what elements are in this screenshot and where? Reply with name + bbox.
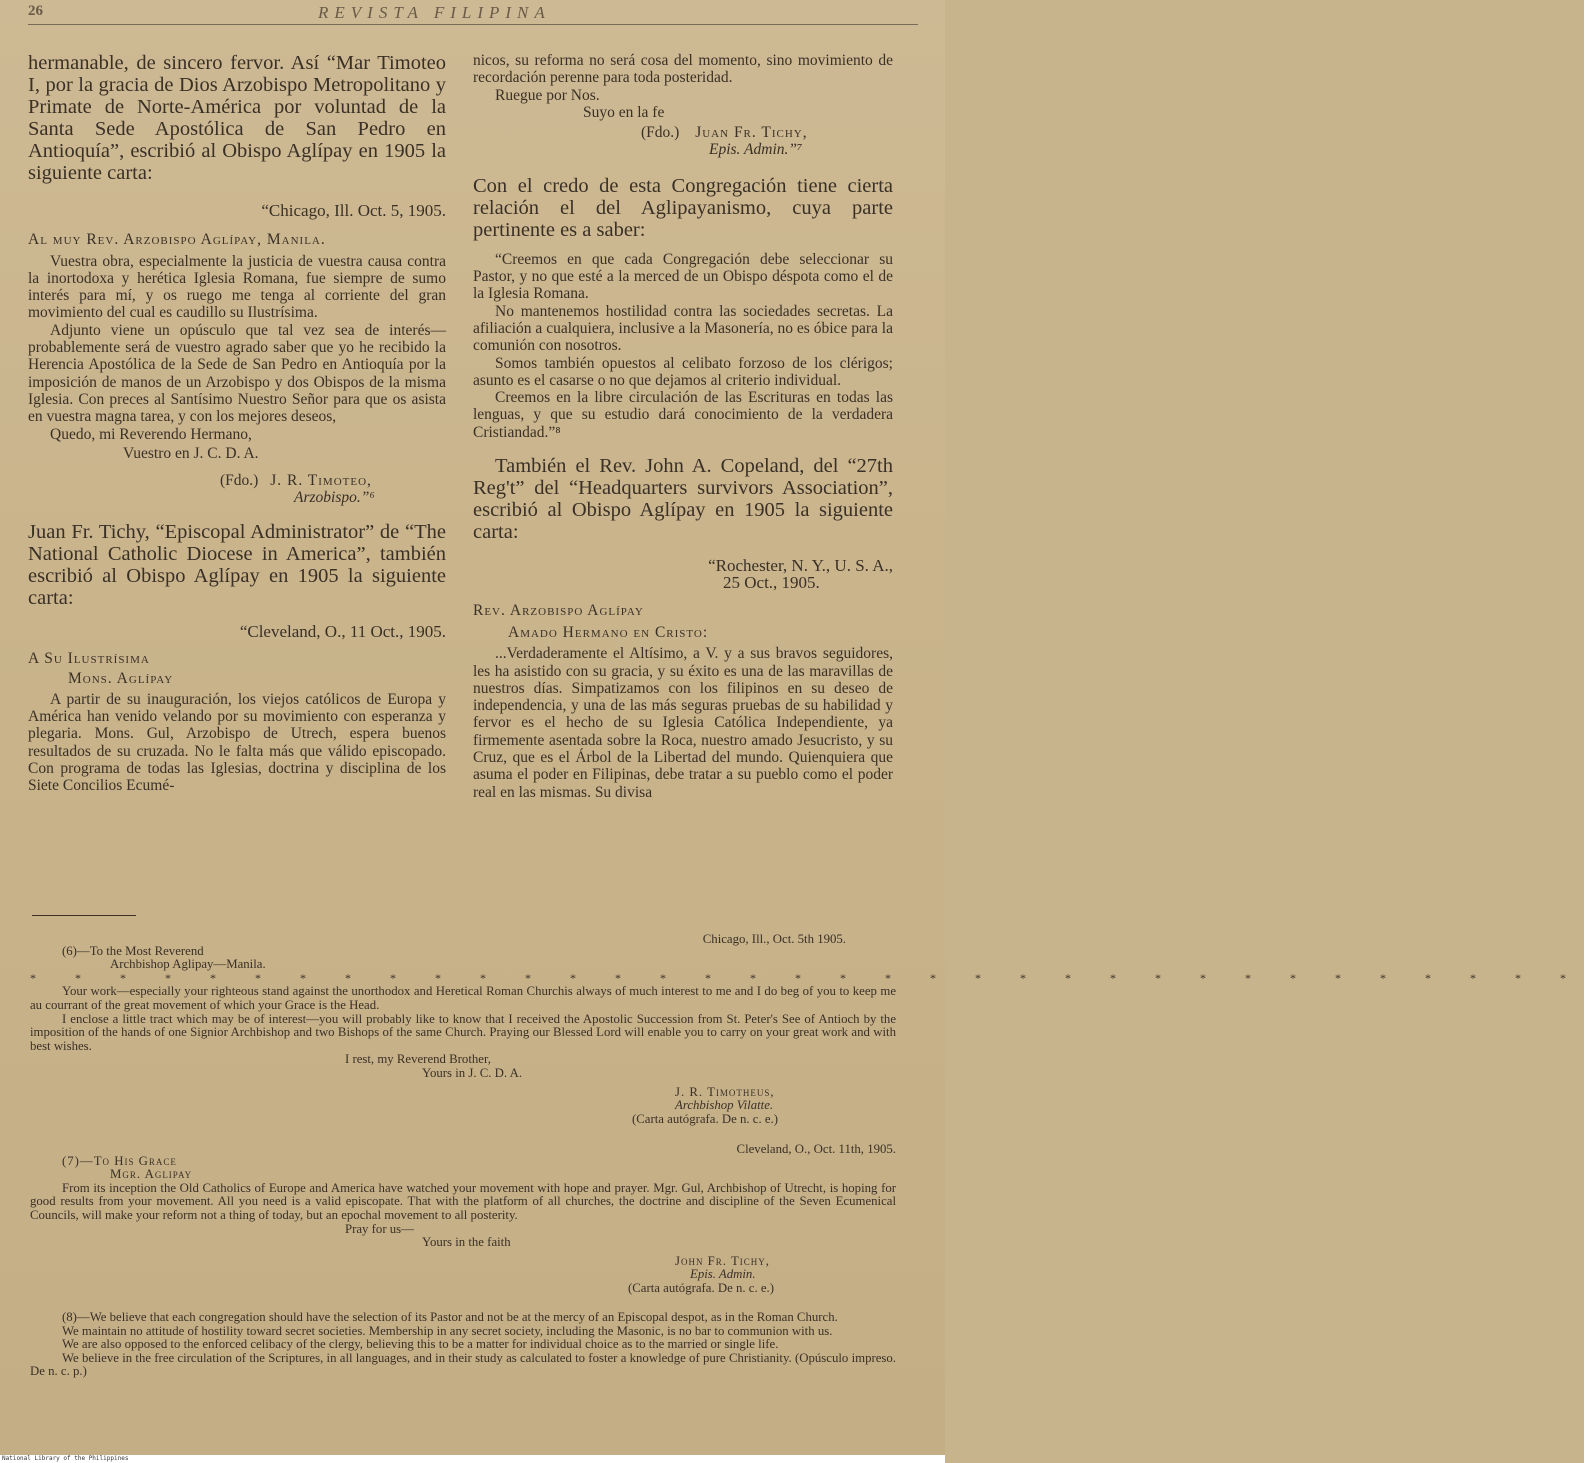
footnote-paragraph: From its inception the Old Catholics of Europe and America have watched your movement with hope and prayer. Mgr. Gul, Archbishop of Utrecht, is hoping for good results from your movement. All you need is a valid episcopate. That with the platform of all churches, the doctrine and discipline of the Seven Ecumenical Councils, will make your reform not a thing of today, but an epochal movement to all posterity.: [30, 1180, 896, 1222]
signature-name: J. R. Timoteo,: [270, 472, 372, 490]
footnote-address: Mgr. Aglipay: [110, 1167, 193, 1182]
footnote-closing: Yours in J. C. D. A.: [422, 1065, 523, 1080]
credo-paragraph: Creemos en la libre circulación de las Escrituras en todas las lenguas, y que su estudio dará conocimiento de la verdadera Cristiandad.”⁸: [473, 389, 893, 441]
letter1-paragraph: Adjunto viene un opúsculo que tal vez sea de interés—probablemente será de vuestro agrado saber que yo he recibido la Herencia Apostólica de la Sede de San Pedro en Antioquía por la imposición de manos de un Arzobispo y dos Obispos de la misma Iglesia. Con preces al Santísimo Nuestro Señor para que os asista en vuestra magna tarea, y con los mejores deseos,: [28, 321, 446, 426]
letter2-salutation: Mons. Aglípay: [68, 670, 174, 688]
footnote-paragraph: (8)—We believe that each congregation should have the selection of its Pastor and not be at the mercy of an Episcopal despot, as in the Roman Church.: [62, 1310, 838, 1324]
library-credit: National Library of the Philippines: [2, 1455, 129, 1462]
footnote-rule: [32, 915, 136, 916]
footnote-paragraph: We believe in the free circulation of the Scriptures, in all languages, and in their study as calculated to foster a knowledge of pure Christianity. (Opúsculo impreso. De n. c. p.): [30, 1350, 896, 1379]
page-number: 26: [28, 3, 43, 19]
footnote-closing: Yours in the faith: [422, 1235, 511, 1250]
footnote-signature: John Fr. Tichy,: [675, 1253, 770, 1268]
letter2-paragraph: A partir de su inauguración, los viejos católicos de Europa y América han venido velando por su movimiento con esperanza y plegaria. Mons. Gul, Arzobispo de Utrech, espera buenos resultados de su cruzada. No le falta más que válido episcopado. Con programa de todas las Iglesias, doctrina y disciplina de los Siete Concilios Ecumé-: [28, 690, 446, 795]
footer-bar: [0, 1455, 945, 1463]
signature-title: Epis. Admin.”⁷: [709, 141, 803, 159]
left-column: [28, 52, 446, 794]
right-column: [473, 52, 893, 801]
letter3-salutation: Rev. Arzobispo Aglípay: [473, 601, 644, 619]
running-title: REVISTA FILIPINA: [318, 3, 551, 22]
signature-name: Juan Fr. Tichy,: [695, 124, 808, 142]
letter1-closing: Vuestro en J. C. D. A.: [123, 444, 259, 462]
letter2-continuation: nicos, su reforma no será cosa del momento, sino movimiento de recordación perenne para toda posteridad.: [473, 52, 893, 87]
letter1-salutation: Al muy Rev. Arzobispo Aglípay, Manila.: [28, 231, 326, 249]
footnote-address: (7)—To His Grace: [62, 1153, 177, 1168]
footnote-source: (Carta autógrafa. De n. c. e.): [632, 1111, 779, 1126]
intro-paragraph: Juan Fr. Tichy, “Episcopal Administrator” de “The National Catholic Diocese in America”, también escribió al Obispo Aglípay en 1905 la siguiente carta:: [28, 520, 446, 609]
intro-paragraph: Con el credo de esta Congregación tiene cierta relación el del Aglipayanismo, cuya parte pertinente es a saber:: [473, 174, 893, 241]
signature-prefix: (Fdo.): [220, 472, 259, 490]
footnote-closing: I rest, my Reverend Brother,: [345, 1052, 491, 1067]
intro-paragraph: También el Rev. John A. Copeland, del “27th Reg't” del “Headquarters survivors Association”, escribió al Obispo Aglípay en 1905 la siguiente carta:: [473, 455, 893, 544]
letter1-paragraph: Vuestra obra, especialmente la justicia de vuestra causa contra la inortodoxa y herética Iglesia Romana, fue siempre de sumo interés para mí, y os ruego me tenga al corriente del gran movimiento del cual es caudillo su Ilustrísima.: [28, 252, 446, 322]
letter1-date: “Chicago, Ill. Oct. 5, 1905.: [261, 201, 446, 220]
letter3-salutation: Amado Hermano en Cristo:: [508, 623, 709, 641]
footnote-7: [30, 1143, 896, 1296]
header-rule: [28, 24, 918, 25]
letter2-date: “Cleveland, O., 11 Oct., 1905.: [239, 621, 446, 641]
footnote-signature: J. R. Timotheus,: [675, 1084, 775, 1099]
footnote-closing: Pray for us—: [345, 1221, 414, 1236]
signature-title: Arzobispo.”⁶: [294, 489, 375, 507]
credo-paragraph: No mantenemos hostilidad contra las sociedades secretas. La afiliación a cualquiera, inclusive a la Masonería, no es óbice para la comunión con nosotros.: [473, 302, 893, 355]
letter3-date: 25 Oct., 1905.: [723, 573, 820, 593]
letter2-signature: [473, 124, 893, 141]
page-header: [28, 3, 918, 25]
footnote-source: (Carta autógrafa. De n. c. e.): [628, 1280, 775, 1295]
footnote-8: [30, 1311, 896, 1379]
footnote-6: [30, 932, 1584, 1126]
footnote-date: Chicago, Ill., Oct. 5th 1905.: [702, 932, 846, 946]
footnote-paragraph: We maintain no attitude of hostility toward secret societies. Membership in any secret society, including the Masonic, is no bar to communion with us.: [62, 1323, 833, 1338]
footnote-paragraph: We are also opposed to the enforced celibacy of the clergy, believing this to be a matter for individual choice as to the married or single life.: [62, 1337, 779, 1352]
letter3-paragraph: ...Verdaderamente el Altísimo, a V. y a sus bravos seguidores, les ha asistido con su gracia, y su éxito es una de las maravillas de nuestros días. Simpatizamos con los filipinos en su deseo de independencia, y una de las más seguras pruebas de su habilidad y fervor es el hecho de su Iglesia Católica Independiente, ya firmemente asentada sobre la Roca, nuestro amado Jesucristo, y su Cruz, que es el Árbol de la Libertad del mundo. Quienquiera que asuma el poder en Filipinas, debe tratar a su pueblo como el poder real en las mismas. Su divisa: [473, 645, 893, 801]
footnote-signature: Archbishop Vilatte.: [675, 1098, 774, 1113]
letter2-closing: Suyo en la fe: [583, 103, 665, 121]
footnote-paragraph: I enclose a little tract which may be of interest—you will probably like to know that I received the Apostolic Succession from St. Peter's See of Antioch by the imposition of the hands of one Signior Archbishop and two Bishops of the same Church. Praying our Blessed Lord will enable you to carry on your great work and with best wishes.: [30, 1011, 896, 1053]
letter1-signature: [28, 472, 446, 489]
footnote-date: Cleveland, O., Oct. 11th, 1905.: [736, 1142, 896, 1156]
footnote-separator: * * * * * * * * * * * * * * * * * * * * * * * * * * * * * * * * * * *: [30, 970, 1584, 985]
footnote-address: (6)—To the Most Reverend: [62, 943, 204, 958]
footnote-signature: Epis. Admin.: [690, 1267, 756, 1282]
intro-paragraph: hermanable, de sincero fervor. Así “Mar Timoteo I, por la gracia de Dios Arzobispo Metropolitano y Primate de Norte-América por voluntad de la Santa Sede Apostólica de San Pedro en Antioquía”, escribió al Obispo Aglípay en 1905 la siguiente carta:: [28, 52, 446, 184]
signature-prefix: (Fdo.): [641, 124, 680, 142]
footnote-paragraph: Your work—especially your righteous stand against the unorthodox and Heretical Roman Churchis always of much interest to me and I do beg of you to keep me au courrant of the great movement of which your Grace is the Head.: [30, 984, 896, 1012]
letter1-closing: Quedo, mi Reverendo Hermano,: [50, 425, 252, 443]
letter2-closing: Ruegue por Nos.: [495, 86, 600, 104]
letter3-date: “Rochester, N. Y., U. S. A.,: [708, 556, 893, 576]
credo-paragraph: “Creemos en que cada Congregación debe seleccionar su Pastor, y no que esté a la merced de un Obispo déspota como el de la Iglesia Romana.: [473, 250, 893, 303]
footnote-address: Archbishop Aglipay—Manila.: [110, 957, 266, 972]
letter2-salutation: A Su Ilustrísima: [28, 650, 150, 668]
credo-paragraph: Somos también opuestos al celibato forzoso de los clérigos; asunto es el casarse o no que dejamos al criterio individual.: [473, 354, 893, 389]
